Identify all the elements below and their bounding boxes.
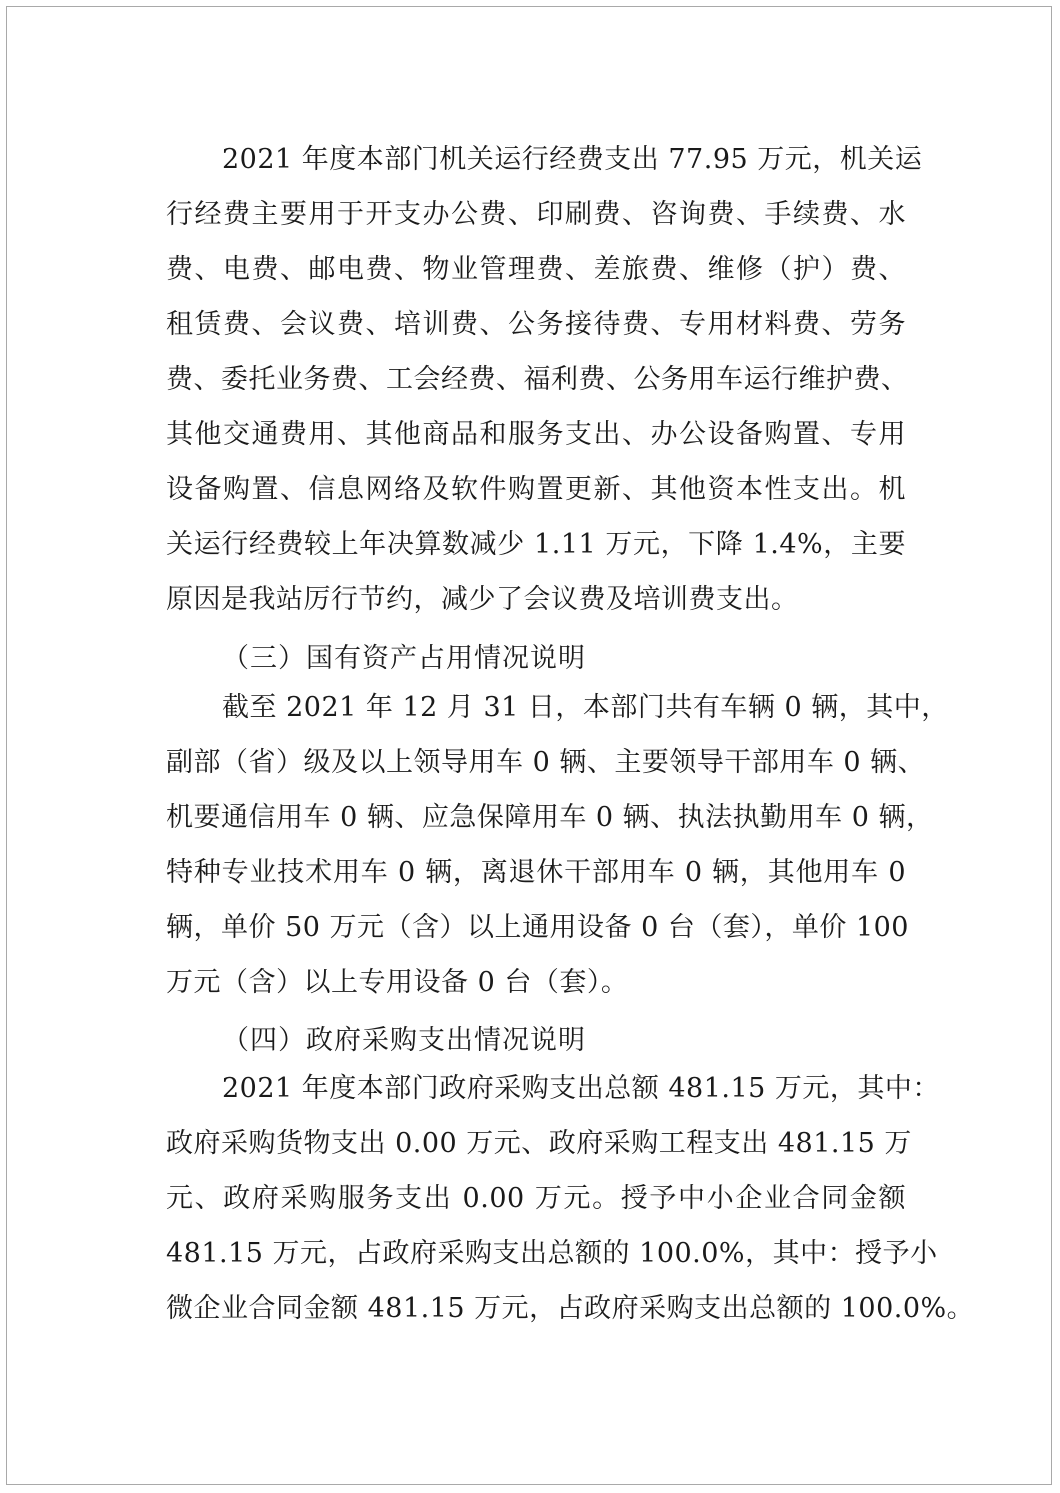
paragraph-line: 副部（省）级及以上领导用车 0 辆、主要领导干部用车 0 辆、 [166,747,926,778]
paragraph-line: 费、电费、邮电费、物业管理费、差旅费、维修（护）费、 [166,254,906,285]
paragraph-line: 机要通信用车 0 辆、应急保障用车 0 辆、执法执勤用车 0 辆， [166,802,934,833]
paragraph-line: 2021 年度本部门政府采购支出总额 481.15 万元，其中： [222,1073,940,1104]
paragraph-line: 关运行经费较上年决算数减少 1.11 万元，下降 1.4%，主要 [166,529,906,560]
paragraph-line: 原因是我站厉行节约，减少了会议费及培训费支出。 [166,584,799,615]
paragraph-line: 481.15 万元，占政府采购支出总额的 100.0%，其中：授予小 [166,1238,938,1269]
paragraph-line: 2021 年度本部门机关运行经费支出 77.95 万元，机关运 [222,144,923,175]
paragraph-line: 其他交通费用、其他商品和服务支出、办公设备购置、专用 [166,419,906,450]
paragraph-line: 政府采购货物支出 0.00 万元、政府采购工程支出 481.15 万 [166,1128,912,1159]
paragraph-line: 设备购置、信息网络及软件购置更新、其他资本性支出。机 [166,474,906,505]
paragraph-line: 元、政府采购服务支出 0.00 万元。授予中小企业合同金额 [166,1183,906,1214]
paragraph-line: 辆，单价 50 万元（含）以上通用设备 0 台（套），单价 100 [166,912,909,943]
paragraph-line: 租赁费、会议费、培训费、公务接待费、专用材料费、劳务 [166,309,906,340]
paragraph-line: 费、委托业务费、工会经费、福利费、公务用车运行维护费、 [166,364,909,395]
paragraph-line: 截至 2021 年 12 月 31 日，本部门共有车辆 0 辆，其中， [222,692,949,723]
section-heading-procurement: （四）政府采购支出情况说明 [222,1025,586,1056]
paragraph-line: 万元（含）以上专用设备 0 台（套）。 [166,967,629,998]
section-heading-assets: （三）国有资产占用情况说明 [222,643,586,674]
paragraph-line: 微企业合同金额 481.15 万元，占政府采购支出总额的 100.0%。 [166,1293,975,1324]
paragraph-line: 行经费主要用于开支办公费、印刷费、咨询费、手续费、水 [166,199,906,230]
paragraph-line: 特种专业技术用车 0 辆，离退休干部用车 0 辆，其他用车 0 [166,857,906,888]
